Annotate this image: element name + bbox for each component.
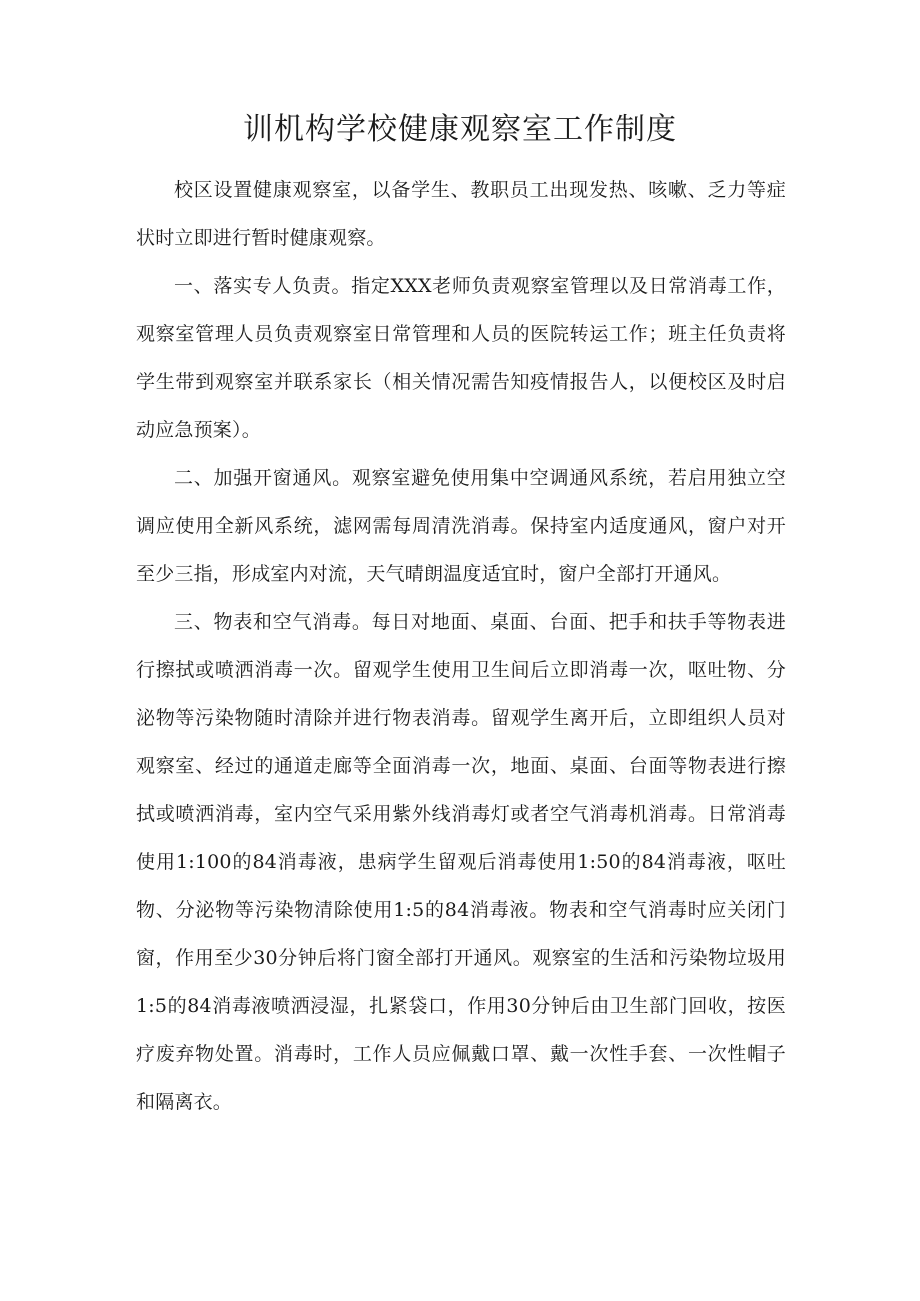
paragraph-section-1: 一、落实专人负责。指定XXX老师负责观察室管理以及日常消毒工作，观察室管理人员负责观察室日常管理和人员的医院转运工作；班主任负责将学生带到观察室并联系家长（相关情况需告知疫情报告人，以便校区及时启动应急预案）。 [136,275,786,441]
paragraph-section-3: 三、物表和空气消毒。每日对地面、桌面、台面、把手和扶手等物表进行擦拭或喷洒消毒一次。留观学生使用卫生间后立即消毒一次，呕吐物、分泌物等污染物随时清除并进行物表消毒。留观学生离开后，立即组织人员对观察室、经过的通道走廊等全面消毒一次，地面、桌面、台面等物表进行擦拭或喷洒消毒，室内空气采用紫外线消毒灯或者空气消毒机消毒。日常消毒使用1:100的84消毒液，患病学生留观后消毒使用1:50的84消毒液，呕吐物、分泌物等污染物清除使用1:5的84消毒液。物表和空气消毒时应关闭门窗，作用至少30分钟后将门窗全部打开通风。观察室的生活和污染物垃圾用1:5的84消毒液喷洒浸湿，扎紧袋口，作用30分钟后由卫生部门回收，按医疗废弃物处置。消毒时，工作人员应佩戴口罩、戴一次性手套、一次性帽子和隔离衣。 [136,611,786,1113]
document-body [136,166,786,1126]
document-title: 训机构学校健康观察室工作制度 [243,112,677,147]
paragraph-intro: 校区设置健康观察室，以备学生、教职员工出现发热、咳嗽、乏力等症状时立即进行暂时健康观察。 [136,179,786,249]
paragraph-section-2: 二、加强开窗通风。观察室避免使用集中空调通风系统，若启用独立空调应使用全新风系统，滤网需每周清洗消毒。保持室内适度通风，窗户对开至少三指，形成室内对流，天气晴朗温度适宜时，窗户全部打开通风。 [136,467,786,585]
